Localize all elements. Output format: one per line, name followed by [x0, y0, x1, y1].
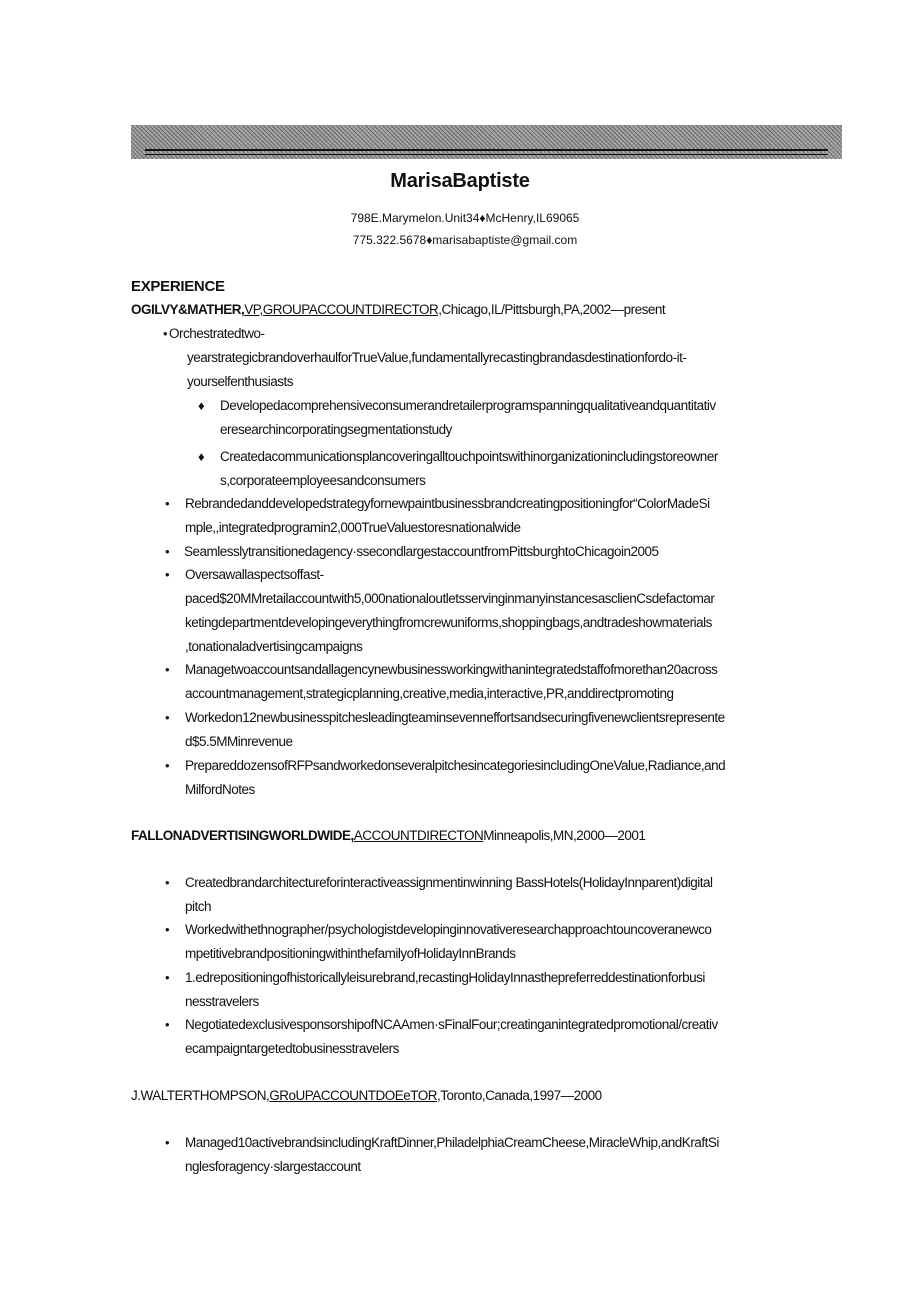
bullet-marker: •: [165, 544, 170, 559]
job-title: VP,GROUPACCOUNTDIRECTOR,: [244, 302, 442, 317]
list-item-line: paced$20MMretailaccountwith5,000nationaloutletsservinginmanyinstancesasclienCsdefactomar: [185, 591, 715, 606]
job-location-dates: Chicago,IL/Pittsburgh,PA,2002—present: [441, 302, 666, 317]
list-item: [165, 492, 710, 540]
list-item-line: Workedwithethnographer/psychologistdevelopinginnovativeresearchapproachtouncoveranewco: [185, 922, 712, 937]
job-company: OGILVY&MATHER,: [131, 302, 245, 317]
job-heading: [131, 302, 665, 317]
list-item-line: Managed10activebrandsincludingKraftDinner,PhiladelphiaCreamCheese,MiracleWhip,andKraftSi: [185, 1135, 719, 1150]
job-location-dates: Toronto,Canada,1997—2000: [440, 1088, 602, 1103]
list-item-line: NegotiatedexclusivesponsorshipofNCAAmen·sFinalFour;creatinganintegratedpromotional/creativ: [185, 1017, 718, 1032]
list-item: [198, 394, 716, 442]
bullet-marker: •: [165, 1017, 170, 1032]
list-item: [165, 563, 715, 659]
list-item-line: pitch: [185, 899, 212, 914]
list-item-line: Seamlesslytransitionedagency·ssecondlargestaccountfromPittsburghtoChicagoin2005: [184, 544, 659, 559]
list-item: [165, 966, 705, 1014]
list-item-line: d$5.5MMinrevenue: [185, 734, 293, 749]
job-heading: [131, 1088, 602, 1103]
header-banner: [131, 125, 842, 159]
list-item: [165, 658, 718, 706]
list-item: [165, 918, 712, 966]
bullet-marker: •: [165, 758, 170, 773]
list-item-line: accountmanagement,strategicplanning,creative,media,interactive,PR,anddirectpromoting: [185, 686, 674, 701]
bullet-marker: •: [165, 710, 170, 725]
list-item: [165, 754, 726, 802]
list-item-line: Managetwoaccountsandallagencynewbusinessworkingwithanintegratedstaffofmorethan20across: [185, 662, 718, 677]
list-item: [165, 540, 659, 564]
list-item-line: Createdbrandarchitectureforinteractiveassignmentinwinning BassHotels(HolidayInnparent)digital: [185, 875, 713, 890]
bullet-marker: •: [163, 326, 168, 341]
diamond-marker: ♦: [198, 398, 205, 413]
list-item-line: 1.edrepositioningofhistoricallyleisurebrand,recastingHolidayInnasthepreferreddestinationforbusi: [185, 970, 705, 985]
list-item-line: ecampaigntargetedtobusinesstravelers: [185, 1041, 399, 1056]
list-item-line: Rebrandedanddevelopedstrategyfornewpaintbusinessbrandcreatingpositioningfor“ColorMadeSi: [185, 496, 710, 511]
list-item-line: Developedacomprehensiveconsumerandretailerprogramspanningqualitativeandquantitativ: [220, 398, 716, 413]
list-item: [165, 871, 713, 919]
bullet-marker: •: [165, 496, 170, 511]
list-item-line: yourselfenthusiasts: [187, 374, 294, 389]
list-item-line: Orchestratedtwo-: [169, 326, 265, 341]
list-item: [165, 706, 725, 754]
list-item: [198, 445, 718, 493]
job-location-dates: Minneapolis,MN,2000—2001: [483, 828, 646, 843]
list-item-line: Oversawallaspectsoffast-: [185, 567, 324, 582]
list-item-line: ,tonationaladvertisingcampaigns: [185, 639, 363, 654]
list-item-line: nesstravelers: [185, 994, 259, 1009]
bullet-marker: •: [165, 1135, 170, 1150]
list-item-line: nglesforagency·slargestaccount: [185, 1159, 361, 1174]
list-item-line: eresearchincorporatingsegmentationstudy: [220, 422, 452, 437]
banner-rule: [145, 154, 828, 155]
list-item: [163, 322, 687, 394]
list-item-line: Createdacommunicationsplancoveringalltouchpointswithinorganizationincludingstoreowner: [220, 449, 718, 464]
bullet-marker: •: [165, 567, 170, 582]
bullet-marker: •: [165, 875, 170, 890]
bullet-marker: •: [165, 662, 170, 677]
job-company: J.WALTERTHOMPSON,: [131, 1088, 270, 1103]
list-item-line: Workedon12newbusinesspitchesleadingteaminsevenneffortsandsecuringfivenewclientsrepresente: [185, 710, 725, 725]
job-company: FALLONADVERTISINGWORLDWIDE,: [131, 828, 354, 843]
contact-line: 775.322.5678♦marisabaptiste@gmail.com: [352, 233, 578, 247]
job-title: GRoUPACCOUNTDOEeTOR,: [269, 1088, 441, 1103]
list-item-line: s,corporateemployeesandconsumers: [220, 473, 426, 488]
banner-rule: [145, 149, 828, 151]
list-item-line: PrepareddozensofRFPsandworkedonseveralpitchesincategoriesincludingOneValue,Radiance,and: [185, 758, 726, 773]
list-item-line: mple,,integratedprogramin2,000TrueValuestoresnationalwide: [185, 520, 521, 535]
bullet-marker: •: [165, 970, 170, 985]
list-item-line: MilfordNotes: [185, 782, 255, 797]
list-item-line: yearstrategicbrandoverhaulforTrueValue,fundamentallyrecastingbrandasdestinationfordo-it-: [187, 350, 687, 365]
address-line: 798E.Marymelon.Unit34♦McHenry,IL69065: [350, 211, 580, 225]
list-item: [165, 1131, 719, 1179]
list-item: [165, 1013, 718, 1061]
job-heading: [131, 828, 645, 843]
list-item-line: ketingdepartmentdevelopingeverythingfromcrewuniforms,shoppingbags,andtradeshowmaterials: [185, 615, 712, 630]
diamond-marker: ♦: [198, 449, 205, 464]
section-title: EXPERIENCE: [131, 278, 225, 295]
candidate-name: MarisaBaptiste: [390, 170, 530, 192]
bullet-marker: •: [165, 922, 170, 937]
list-item-line: mpetitivebrandpositioningwithinthefamilyofHolidayInnBrands: [185, 946, 516, 961]
job-title: ACCOUNTDIRECTON: [353, 828, 484, 843]
